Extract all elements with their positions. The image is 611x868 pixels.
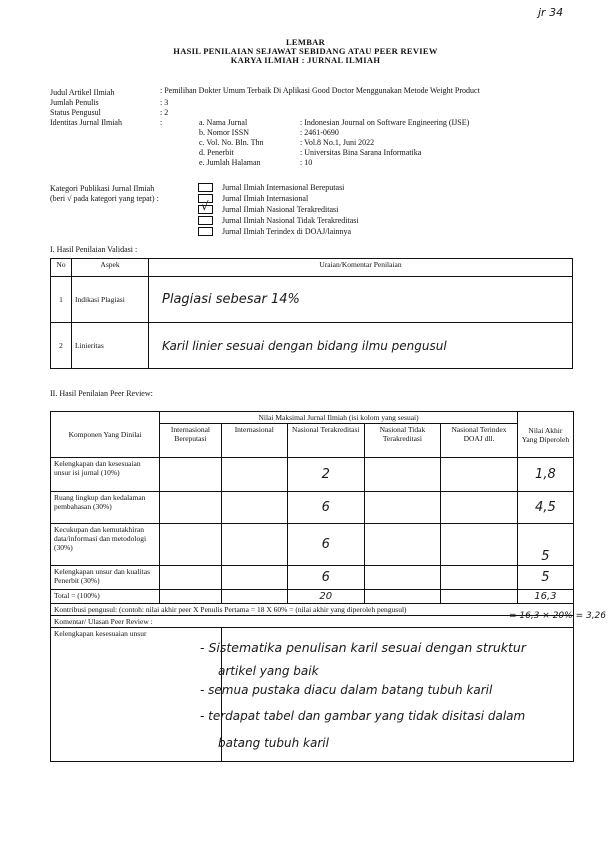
sub-head: Nasional Tidak Terakreditasi: [364, 424, 441, 458]
komponen: Kecukupan dan kemutakhiran data/informasi dan metodologi (30%): [51, 524, 160, 566]
komentar-line: batang tubuh karil: [218, 736, 329, 750]
komentar-line: - semua pustaka diacu dalam batang tubuh karil: [200, 683, 493, 697]
nilai-max: 6: [321, 537, 330, 552]
komentar-label: Kelengkapan kesesuaian unsur: [51, 628, 222, 762]
status-pengusul-value: : 2: [160, 108, 169, 117]
nilai-max: 2: [321, 467, 330, 482]
kategori-hint: (beri √ pada kategori yang tepat) :: [50, 194, 159, 203]
total-max: 20: [319, 591, 333, 602]
total-label: Total = (100%): [51, 590, 160, 604]
field-value: : 2461-0690: [300, 128, 339, 137]
kategori-label: Kategori Publikasi Jurnal Ilmiah: [50, 184, 155, 193]
kategori-option: Jurnal Ilmiah Nasional Terakreditasi: [222, 205, 339, 214]
field-value: : Universitas Bina Sarana Informatika: [300, 148, 422, 157]
field-label: c. Vol. No. Bln. Thn: [199, 138, 264, 147]
sub-head: Nasional Terakreditasi: [287, 424, 364, 458]
row-aspek: Linieritas: [72, 323, 149, 369]
sub-head: Nasional Terindex DOAJ dll.: [441, 424, 518, 458]
jumlah-penulis-label: Jumlah Penulis: [50, 98, 99, 107]
page-note: jr 34: [538, 6, 564, 19]
field-label: e. Jumlah Halaman: [199, 158, 261, 167]
sub-head: Internasional: [221, 424, 287, 458]
head-nilai-max: Nilai Maksimal Jurnal Ilmiah (isi kolom yang sesuai): [160, 412, 518, 424]
head-no: No: [51, 259, 72, 277]
nilai-akhir: 5: [541, 570, 550, 585]
nilai-akhir: 4,5: [535, 500, 556, 515]
komentar-line: artikel yang baik: [218, 664, 319, 678]
total-akhir: 16,3: [534, 591, 557, 602]
identitas-label: Identitas Jurnal Ilmiah: [50, 118, 122, 127]
section1-title: I. Hasil Penilaian Validasi :: [50, 245, 138, 254]
komponen: Ruang lingkup dan kedalaman pembahasan (30%): [51, 492, 160, 524]
kategori-option: Jurnal Ilmiah Internasional Bereputasi: [222, 183, 345, 192]
komponen: Kelengkapan dan kesesuaian unsur isi jurnal (10%): [51, 458, 160, 492]
komentar-line: - terdapat tabel dan gambar yang tidak disitasi dalam: [200, 709, 526, 723]
row-komentar: Plagiasi sebesar 14%: [162, 292, 300, 307]
checkbox[interactable]: [198, 183, 213, 192]
nilai-max: 6: [321, 500, 330, 515]
field-label: d. Penerbit: [199, 148, 234, 157]
identitas-sep: :: [160, 118, 163, 127]
status-pengusul-label: Status Pengusul: [50, 108, 101, 117]
komentar-title: Komentar/ Ulasan Peer Review :: [51, 616, 574, 628]
validasi-table: [50, 258, 573, 369]
head-aspek: Aspek: [72, 259, 149, 277]
row-aspek: Indikasi Plagiasi: [72, 277, 149, 323]
field-label: a. Nama Jurnal: [199, 118, 248, 127]
row-no: 2: [51, 323, 72, 369]
kategori-option: Jurnal Ilmiah Nasional Tidak Terakreditasi: [222, 216, 359, 225]
head-nilai-akhir: Nilai Akhir Yang Diperoleh: [517, 412, 573, 458]
field-value: : Indonesian Journal on Software Engineering (IJSE): [300, 118, 470, 127]
nilai-akhir: 1,8: [535, 467, 556, 482]
kontribusi: Kontribusi pengusul: (contoh: nilai akhir peer X Penulis Pertama = 18 X 60% = (nilai akhir yang diperoleh pengusul): [51, 604, 574, 616]
header-line-1: LEMBAR: [285, 37, 326, 47]
checkbox[interactable]: [198, 216, 213, 225]
komentar-line: - Sistematika penulisan karil sesuai dengan struktur: [200, 640, 526, 655]
field-label: b. Nomor ISSN: [199, 128, 250, 137]
header-line-3: KARYA ILMIAH : JURNAL ILMIAH: [230, 55, 381, 65]
kategori-option: Jurnal Ilmiah Terindex di DOAJ/lainnya: [222, 227, 352, 236]
field-value: : 10: [300, 158, 313, 167]
check-mark: √: [201, 199, 209, 213]
row-no: 1: [51, 277, 72, 323]
row-komentar: Karil linier sesuai dengan bidang ilmu pengusul: [162, 338, 447, 353]
section2-title: II. Hasil Penilaian Peer Review:: [50, 389, 153, 398]
sub-head: Internasional Bereputasi: [160, 424, 221, 458]
checkbox[interactable]: [198, 227, 213, 236]
komponen: Kelengkapan unsur dan kualitas Penerbit (30%): [51, 566, 160, 590]
head-uraian: Uraian/Komentar Penilaian: [149, 259, 573, 277]
judul-label: Judul Artikel Ilmiah: [50, 88, 115, 97]
kategori-option: Jurnal Ilmiah Internasional: [222, 194, 309, 203]
judul-value: : Pemilihan Dokter Umum Terbaik Di Aplikasi Good Doctor Menggunakan Metode Weight Product: [160, 86, 480, 95]
head-komponen: Komponen Yang Dinilai: [51, 412, 160, 458]
jumlah-penulis-value: : 3: [160, 98, 169, 107]
kontribusi-hand: = 16,3 × 20% = 3,26: [509, 611, 607, 621]
nilai-max: 6: [321, 570, 330, 585]
nilai-akhir: 5: [541, 549, 550, 564]
header-line-2: HASIL PENILAIAN SEJAWAT SEBIDANG ATAU PEER REVIEW: [173, 46, 438, 56]
field-value: : Vol.8 No.1, Juni 2022: [300, 138, 375, 147]
